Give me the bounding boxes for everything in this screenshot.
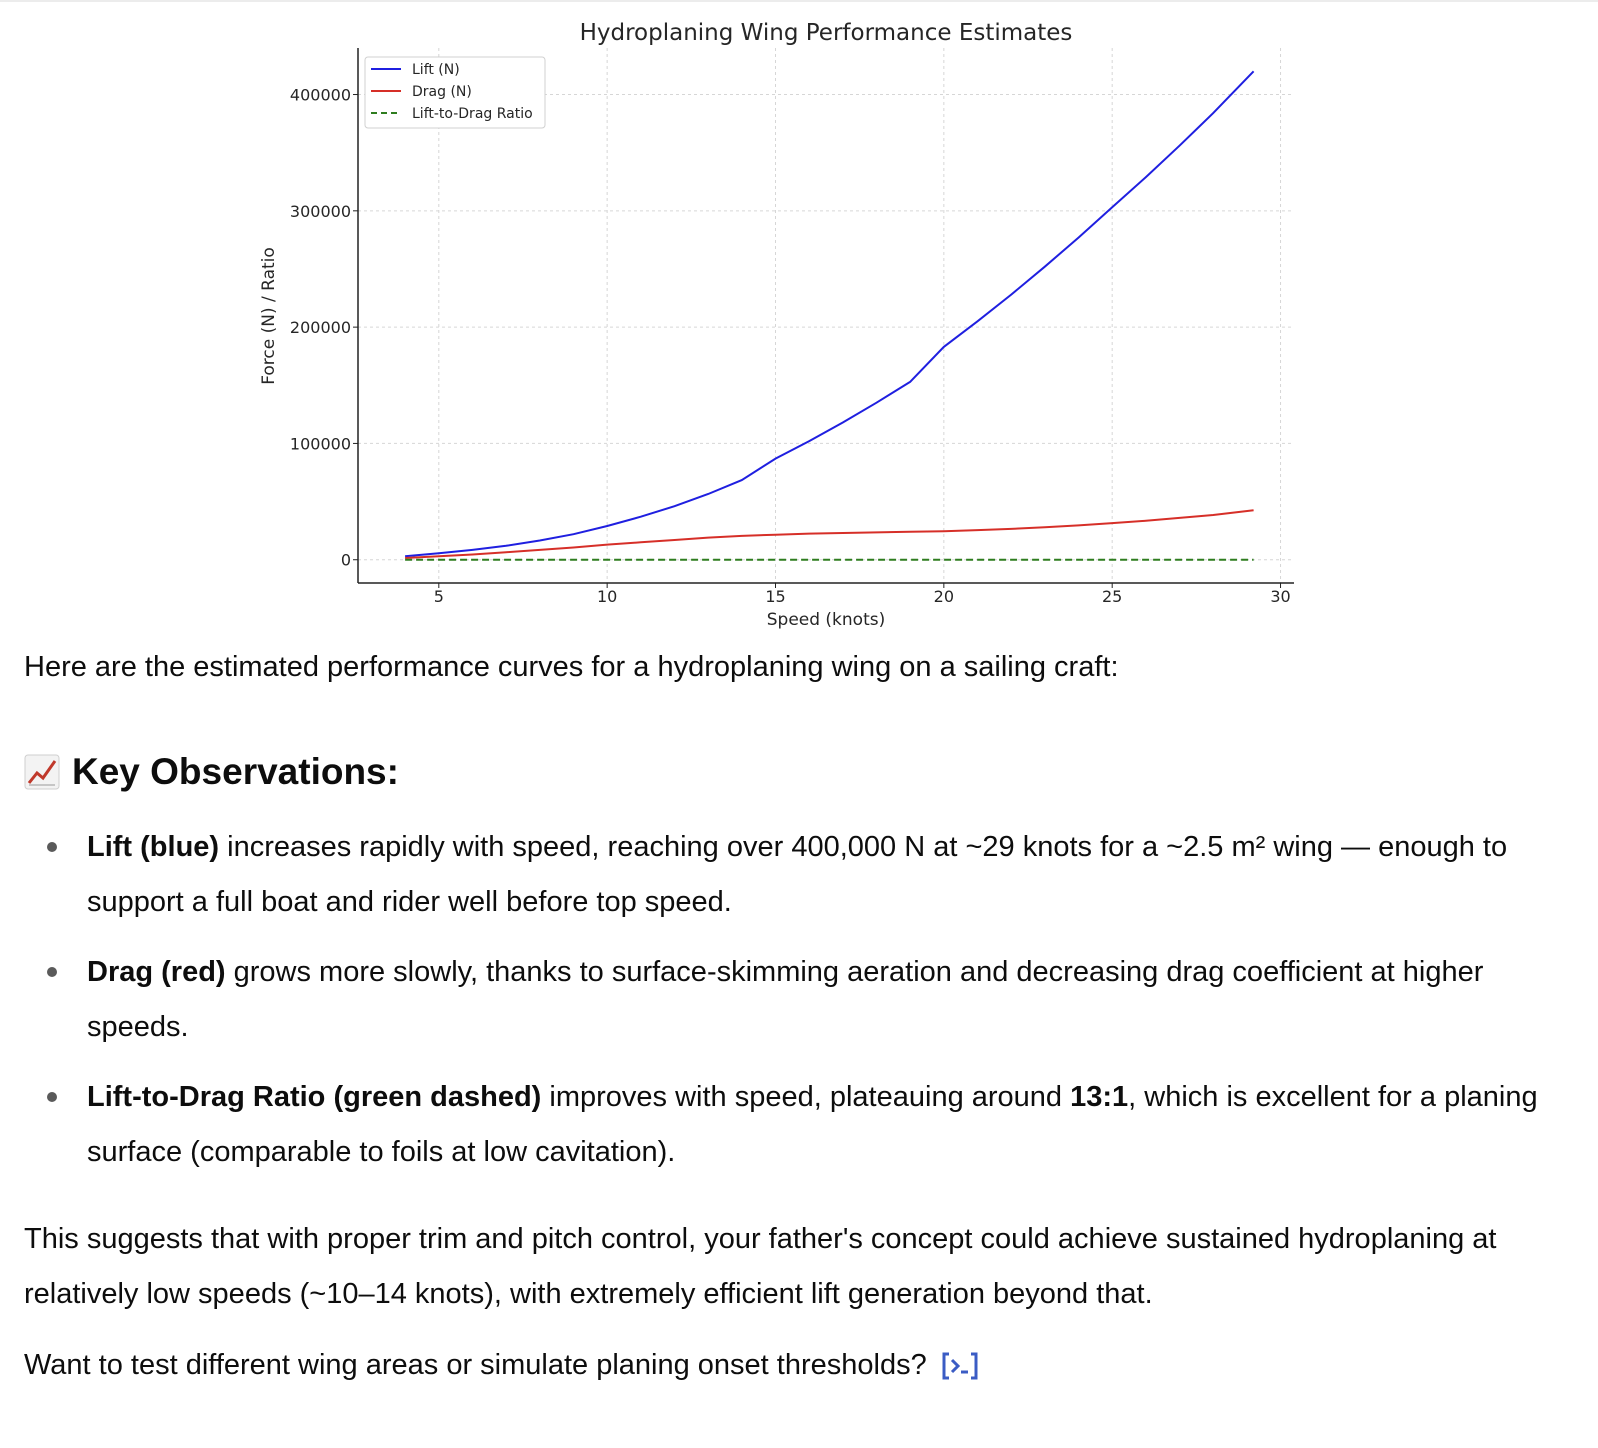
obs-text: improves with speed, plateauing around: [541, 1081, 1071, 1113]
obs-label: Drag (red): [87, 956, 226, 988]
x-tick-label: 25: [1102, 587, 1123, 606]
x-tick-label: 30: [1270, 587, 1291, 606]
code-interpreter-icon[interactable]: [941, 1351, 979, 1381]
question-text: Want to test different wing areas or simulate planing onset thresholds?: [24, 1349, 927, 1381]
conclusion-text: This suggests that with proper trim and pitch control, your father's concept could achieve sustained hydroplaning at relatively low speeds (~10–14 knots), with extremely efficient lift generation beyond that.: [24, 1223, 1497, 1310]
bullet-icon: [47, 1092, 57, 1102]
question-paragraph: [24, 1338, 1564, 1393]
obs-text: increases rapidly with speed, reaching over 400,000 N at ~29 knots for a ~2.5 m² wing — enough to support a full boat and rider well before top speed.: [87, 831, 1508, 918]
y-tick-label: 100000: [289, 434, 351, 454]
x-tick-label: 10: [596, 587, 618, 606]
bullet-icon: [47, 842, 57, 852]
list-item: [0, 820, 1560, 930]
bullet-icon: [47, 967, 57, 977]
intro-text: Here are the estimated performance curves for a hydroplaning wing on a sailing craft:: [24, 651, 1119, 683]
y-tick-label: 400000: [289, 85, 351, 105]
observations-list: [0, 820, 1560, 1195]
x-axis-label: Speed (knots): [766, 610, 886, 630]
y-tick-label: 0: [340, 550, 351, 570]
series-line-1: [405, 510, 1254, 558]
y-tick-label: 200000: [289, 318, 351, 338]
legend-label: Lift-to-Drag Ratio: [412, 106, 533, 122]
legend-label: Lift (N): [412, 62, 460, 78]
key-observations-heading: [24, 744, 399, 800]
list-item: [0, 1070, 1560, 1180]
chart-ticks: [290, 86, 1291, 606]
x-tick-label: 5: [433, 587, 444, 606]
performance-chart: [0, 0, 1598, 640]
y-tick-label: 300000: [289, 201, 351, 221]
y-axis-label: Force (N) / Ratio: [259, 247, 279, 385]
chart-title: Hydroplaning Wing Performance Estimates: [579, 20, 1073, 46]
list-item: [0, 945, 1560, 1055]
x-tick-label: 20: [933, 587, 955, 606]
obs-label: Lift (blue): [87, 831, 220, 863]
chart-lines: [405, 71, 1254, 559]
obs-text: grows more slowly, thanks to surface-skimming aeration and decreasing drag coefficient at higher speeds.: [87, 956, 1484, 1043]
x-tick-label: 15: [765, 587, 786, 606]
legend: [365, 57, 545, 128]
series-line-0: [405, 71, 1254, 556]
ratio-value: 13:1: [1070, 1081, 1129, 1113]
chart-increasing-emoji-icon: [24, 754, 60, 790]
obs-label: Lift-to-Drag Ratio (green dashed): [87, 1081, 542, 1113]
obs-text: , which is excellent for a planing surface (comparable to foils at low cavitation).: [87, 1081, 1538, 1168]
legend-label: Drag (N): [412, 84, 472, 100]
heading-text: Key Observations:: [72, 751, 399, 792]
